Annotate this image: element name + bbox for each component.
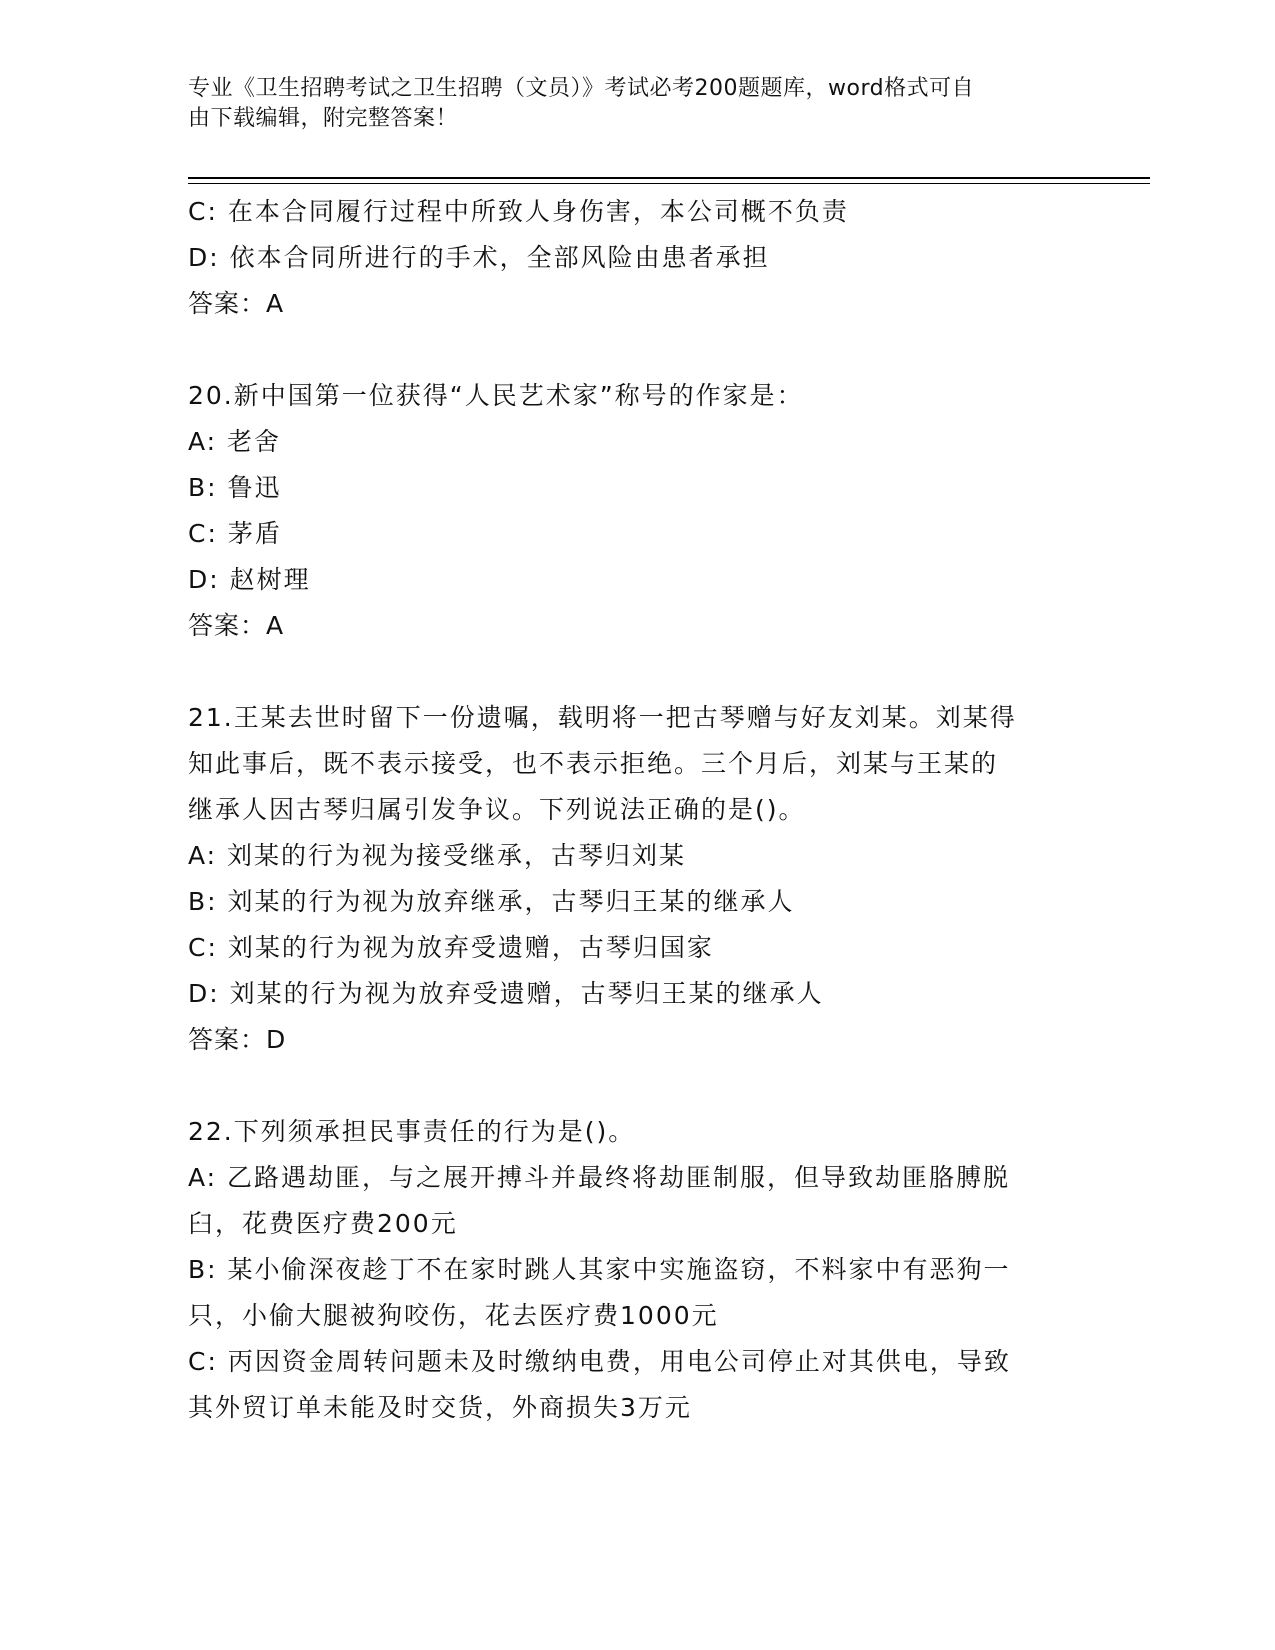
option-b: B: 刘某的行为视为放弃继承，古琴归王某的继承人 — [188, 887, 795, 916]
header-line-2: 由下载编辑，附完整答案！ — [188, 106, 459, 131]
option-c-line-2: 其外贸订单未能及时交货，外商损失3万元 — [188, 1393, 692, 1422]
header-line-1: 专业《卫生招聘考试之卫生招聘（文员）》考试必考200题题库，word格式可自 — [188, 76, 975, 101]
spacer — [188, 327, 1088, 373]
option-d: D: 依本合同所进行的手术，全部风险由患者承担 — [188, 243, 770, 272]
question-text-line-1: 21.王某去世时留下一份遗嘱，载明将一把古琴赠与好友刘某。刘某得 — [188, 703, 1017, 732]
question-block-19-tail — [188, 189, 1088, 327]
option-b-line-2: 只，小偷大腿被狗咬伤，花去医疗费1000元 — [188, 1301, 719, 1330]
option-a: A: 老舍 — [188, 427, 282, 456]
answer-line: 答案：D — [188, 1025, 287, 1054]
answer-line: 答案：A — [188, 611, 285, 640]
spacer — [188, 1063, 1088, 1109]
spacer — [188, 649, 1088, 695]
question-block-22 — [188, 1109, 1088, 1431]
document-header — [188, 74, 1068, 134]
option-a-line-2: 臼，花费医疗费200元 — [188, 1209, 458, 1238]
option-c: C: 茅盾 — [188, 519, 282, 548]
option-c-line-1: C: 丙因资金周转问题未及时缴纳电费，用电公司停止对其供电，导致 — [188, 1347, 1011, 1376]
question-text-line-3: 继承人因古琴归属引发争议。下列说法正确的是()。 — [188, 795, 806, 824]
option-b-line-1: B: 某小偷深夜趁丁不在家时跳人其家中实施盗窃，不料家中有恶狗一 — [188, 1255, 1011, 1284]
option-d: D: 刘某的行为视为放弃受遗赠，古琴归王某的继承人 — [188, 979, 824, 1008]
question-content — [188, 189, 1088, 1431]
answer-line: 答案：A — [188, 289, 285, 318]
question-text: 22.下列须承担民事责任的行为是()。 — [188, 1117, 636, 1146]
option-a: A: 刘某的行为视为接受继承，古琴归刘某 — [188, 841, 687, 870]
question-text-line-2: 知此事后，既不表示接受，也不表示拒绝。三个月后，刘某与王某的 — [188, 749, 999, 778]
option-c: C: 刘某的行为视为放弃受遗赠，古琴归国家 — [188, 933, 714, 962]
option-c: C: 在本合同履行过程中所致人身伤害，本公司概不负责 — [188, 197, 849, 226]
question-block-20 — [188, 373, 1088, 649]
question-text: 20.新中国第一位获得“人民艺术家”称号的作家是： — [188, 381, 804, 410]
option-d: D: 赵树理 — [188, 565, 311, 594]
header-divider-thin — [188, 183, 1150, 184]
header-divider-thick — [188, 177, 1150, 179]
option-b: B: 鲁迅 — [188, 473, 282, 502]
option-a-line-1: A: 乙路遇劫匪，与之展开搏斗并最终将劫匪制服，但导致劫匪胳膊脱 — [188, 1163, 1011, 1192]
question-block-21 — [188, 695, 1088, 1063]
